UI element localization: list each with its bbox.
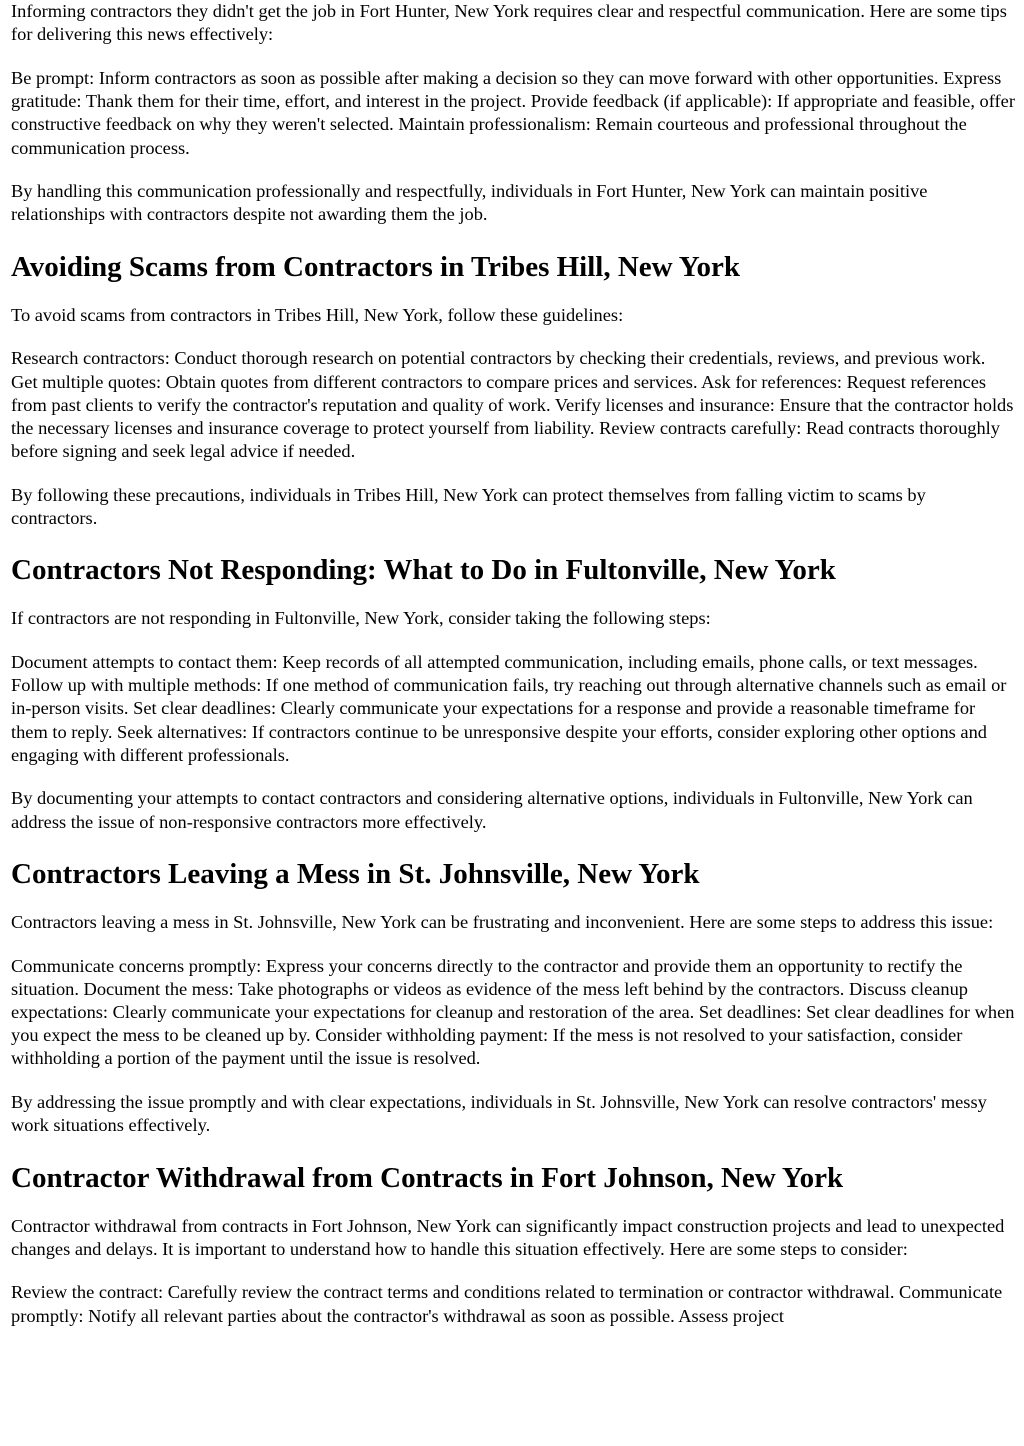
section-heading-mess: Contractors Leaving a Mess in St. Johnsville, New York <box>11 857 700 890</box>
section-withdrawal-paragraph-2: Review the contract: Carefully review the contract terms and conditions related to termination or contractor withdrawal. Communicate promptly: Notify all relevant parties about the contractor's withdrawal as soon as possible. Assess project <box>11 1282 1003 1326</box>
section-not-responding-paragraph-2: Document attempts to contact them: Keep records of all attempted communication, including emails, phone calls, or text messages. Follow up with multiple methods: If one method of communication fails, try reaching out through alternative channels such as email or in-person visits. Set clear deadlines: Clearly communicate your expectations for a response and provide a reasonable timeframe for them to reply. Seek alternatives: If contractors continue to be unresponsive despite your efforts, consider exploring other options and engaging with different professionals. <box>11 651 1007 765</box>
section-scams-paragraph-2: Research contractors: Conduct thorough research on potential contractors by checking their credentials, reviews, and previous work. Get multiple quotes: Obtain quotes from different contractors to compare prices and services. Ask for references: Request references from past clients to verify the contractor's reputation and quality of work. Verify licenses and insurance: Ensure that the contractor holds the necessary licenses and insurance coverage to protect yourself from liability. Review contracts carefully: Read contracts thoroughly before signing and seek legal advice if needed. <box>11 348 1014 462</box>
intro-paragraph-1: Informing contractors they didn't get the job in Fort Hunter, New York requires clear and respectful communication. Here are some tips for delivering this news effectively: <box>11 1 1007 45</box>
section-scams-paragraph-3: By following these precautions, individuals in Tribes Hill, New York can protect themselves from falling victim to scams by contractors. <box>11 484 926 529</box>
document-body <box>11 0 1015 1328</box>
section-withdrawal-paragraph-1: Contractor withdrawal from contracts in Fort Johnson, New York can significantly impact construction projects and lead to unexpected changes and delays. It is important to understand how to handle this situation effectively. Here are some steps to consider: <box>11 1215 1005 1259</box>
section-mess-paragraph-3: By addressing the issue promptly and with clear expectations, individuals in St. Johnsville, New York can resolve contractors' messy work situations effectively. <box>11 1092 987 1136</box>
section-not-responding-paragraph-1: If contractors are not responding in Fultonville, New York, consider taking the following steps: <box>11 608 711 629</box>
section-heading-not-responding: Contractors Not Responding: What to Do in Fultonville, New York <box>11 554 836 587</box>
intro-paragraph-3: By handling this communication professionally and respectfully, individuals in Fort Hunter, New York can maintain positive relationships with contractors despite not awarding them the job. <box>11 181 928 225</box>
section-mess-paragraph-2: Communicate concerns promptly: Express your concerns directly to the contractor and provide them an opportunity to rectify the situation. Document the mess: Take photographs or videos as evidence of the mess left behind by the contractors. Discuss cleanup expectations: Clearly communicate your expectations for cleanup and restoration of the area. Set deadlines: Set clear deadlines for when you expect the mess to be cleaned up by. Consider withholding payment: If the mess is not resolved to your satisfaction, consider withholding a portion of the payment until the issue is resolved. <box>11 955 1015 1069</box>
section-heading-withdrawal: Contractor Withdrawal from Contracts in Fort Johnson, New York <box>11 1161 844 1194</box>
section-scams-paragraph-1: To avoid scams from contractors in Tribes Hill, New York, follow these guidelines: <box>11 304 624 325</box>
intro-paragraph-2: Be prompt: Inform contractors as soon as possible after making a decision so they can move forward with other opportunities. Express gratitude: Thank them for their time, effort, and interest in the project. Provide feedback (if applicable): If appropriate and feasible, offer constructive feedback on why they weren't selected. Maintain professionalism: Remain courteous and professional throughout the communication process. <box>11 67 1015 158</box>
section-heading-scams: Avoiding Scams from Contractors in Tribes Hill, New York <box>11 250 741 283</box>
section-mess-paragraph-1: Contractors leaving a mess in St. Johnsville, New York can be frustrating and inconvenient. Here are some steps to address this issue: <box>11 911 994 932</box>
section-not-responding-paragraph-3: By documenting your attempts to contact contractors and considering alternative options, individuals in Fultonville, New York can address the issue of non-responsive contractors more effectively. <box>11 788 973 832</box>
